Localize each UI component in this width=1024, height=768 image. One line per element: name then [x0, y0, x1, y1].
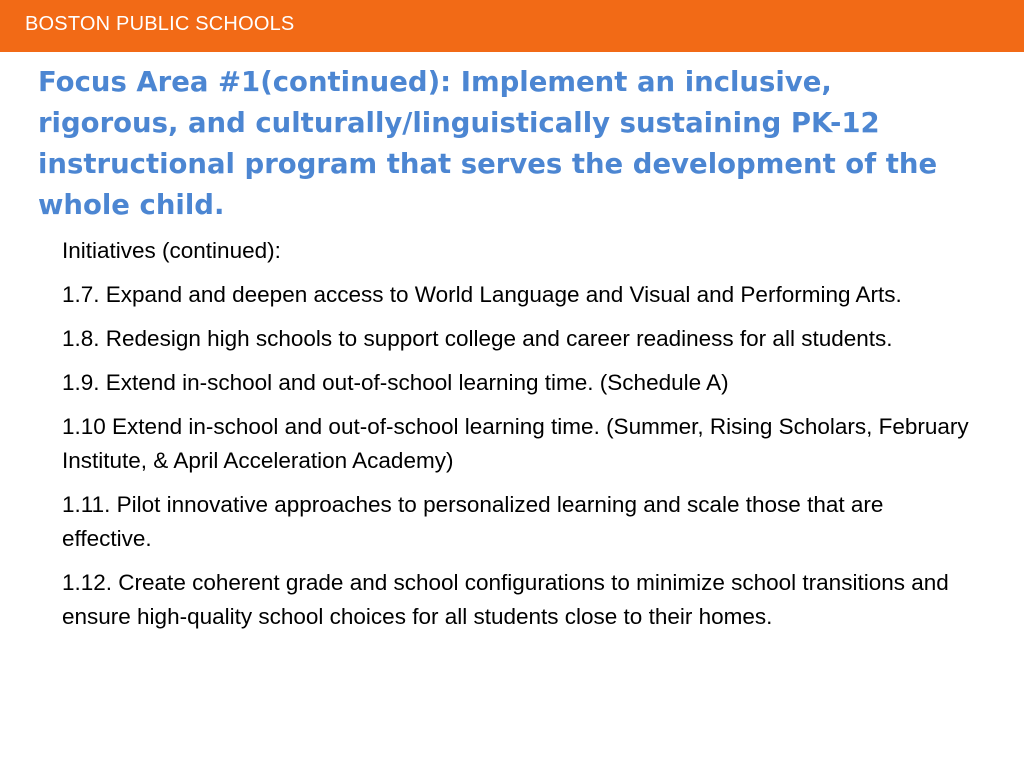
- initiative-item: 1.11. Pilot innovative approaches to personalized learning and scale those that are effective.: [62, 492, 884, 551]
- initiatives-heading: Initiatives (continued):: [62, 238, 281, 263]
- slide-title: Focus Area #1(continued): Implement an inclusive, rigorous, and culturally/linguistically sustaining PK-12 instructional program that serves the development of the whole child.: [38, 66, 938, 221]
- initiative-item: 1.9. Extend in-school and out-of-school learning time. (Schedule A): [62, 370, 729, 395]
- initiative-item: 1.12. Create coherent grade and school configurations to minimize school transitions and ensure high-quality school choices for all students close to their homes.: [62, 570, 949, 629]
- header-bar: [0, 0, 1024, 52]
- initiatives-list: [62, 234, 972, 644]
- initiative-item: 1.8. Redesign high schools to support college and career readiness for all students.: [62, 326, 893, 351]
- initiative-item: 1.7. Expand and deepen access to World Language and Visual and Performing Arts.: [62, 282, 902, 307]
- initiative-item: 1.10 Extend in-school and out-of-school learning time. (Summer, Rising Scholars, February Institute, & April Acceleration Academy): [62, 414, 969, 473]
- organization-name: BOSTON PUBLIC SCHOOLS: [25, 13, 295, 35]
